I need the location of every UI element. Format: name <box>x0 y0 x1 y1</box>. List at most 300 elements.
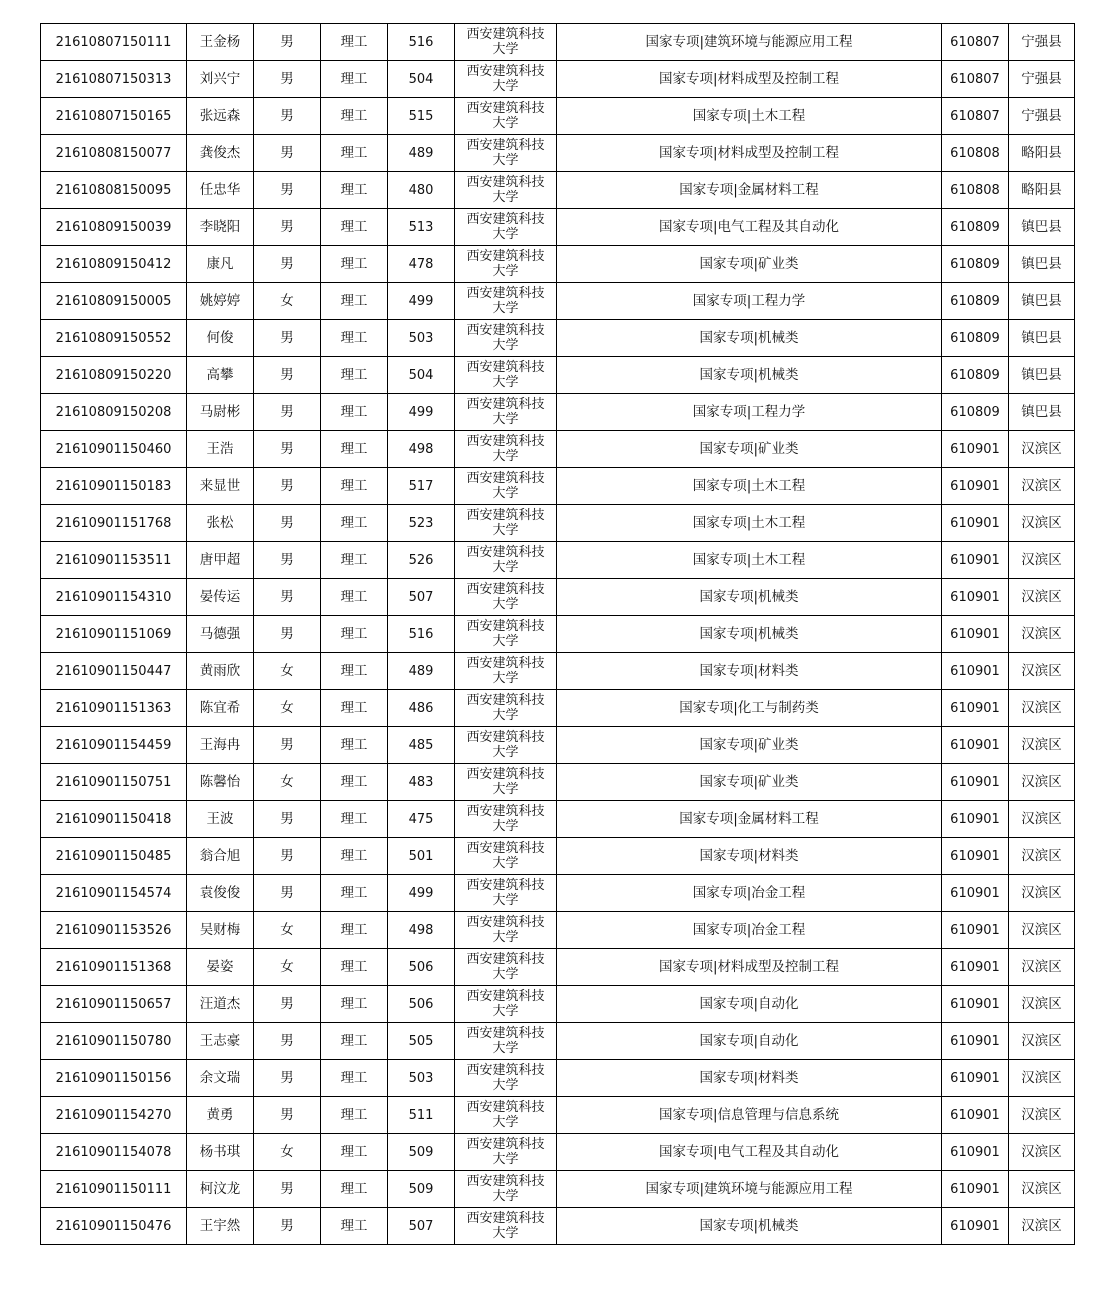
name-cell: 王浩 <box>187 431 254 468</box>
university-line-2: 大学 <box>492 449 519 464</box>
gender-cell: 男 <box>254 579 321 616</box>
name-cell: 康凡 <box>187 246 254 283</box>
gender-cell: 男 <box>254 24 321 61</box>
university-line-1: 西安建筑科技 <box>466 27 545 42</box>
score-cell: 517 <box>388 468 455 505</box>
table-row <box>41 1023 1075 1060</box>
name-cell: 来显世 <box>187 468 254 505</box>
university-line-2: 大学 <box>492 264 519 279</box>
major-cell: 国家专项|矿业类 <box>557 431 942 468</box>
region-name-cell: 汉滨区 <box>1009 727 1075 764</box>
major-cell: 国家专项|材料类 <box>557 653 942 690</box>
university-line-1: 西安建筑科技 <box>466 730 545 745</box>
university-line-2: 大学 <box>492 523 519 538</box>
category-cell: 理工 <box>321 283 388 320</box>
region-name-cell: 镇巴县 <box>1009 209 1075 246</box>
major-cell: 国家专项|材料成型及控制工程 <box>557 135 942 172</box>
university-cell <box>455 616 557 653</box>
major-cell: 国家专项|土木工程 <box>557 468 942 505</box>
table-row <box>41 764 1075 801</box>
university-cell <box>455 24 557 61</box>
region-code-cell: 610901 <box>942 838 1009 875</box>
major-cell: 国家专项|金属材料工程 <box>557 172 942 209</box>
region-name-cell: 汉滨区 <box>1009 1171 1075 1208</box>
region-code-cell: 610808 <box>942 172 1009 209</box>
university-line-2: 大学 <box>492 930 519 945</box>
university-line-1: 西安建筑科技 <box>466 989 545 1004</box>
university-line-1: 西安建筑科技 <box>466 841 545 856</box>
name-cell: 王金杨 <box>187 24 254 61</box>
region-name-cell: 汉滨区 <box>1009 653 1075 690</box>
category-cell: 理工 <box>321 505 388 542</box>
score-cell: 483 <box>388 764 455 801</box>
candidate-id-cell: 21610901150476 <box>41 1208 187 1245</box>
university-line-2: 大学 <box>492 116 519 131</box>
region-code-cell: 610901 <box>942 1171 1009 1208</box>
university-cell <box>455 949 557 986</box>
name-cell: 陈宜希 <box>187 690 254 727</box>
university-line-1: 西安建筑科技 <box>466 471 545 486</box>
name-cell: 王志豪 <box>187 1023 254 1060</box>
university-line-2: 大学 <box>492 893 519 908</box>
region-code-cell: 610807 <box>942 61 1009 98</box>
major-cell: 国家专项|化工与制药类 <box>557 690 942 727</box>
major-cell: 国家专项|建筑环境与能源应用工程 <box>557 24 942 61</box>
major-cell: 国家专项|自动化 <box>557 1023 942 1060</box>
score-cell: 475 <box>388 801 455 838</box>
category-cell: 理工 <box>321 838 388 875</box>
region-name-cell: 略阳县 <box>1009 172 1075 209</box>
candidate-id-cell: 21610808150077 <box>41 135 187 172</box>
score-cell: 504 <box>388 61 455 98</box>
university-cell <box>455 468 557 505</box>
score-cell: 480 <box>388 172 455 209</box>
score-cell: 499 <box>388 875 455 912</box>
name-cell: 马德强 <box>187 616 254 653</box>
major-cell: 国家专项|材料类 <box>557 838 942 875</box>
region-name-cell: 汉滨区 <box>1009 1134 1075 1171</box>
university-cell <box>455 1023 557 1060</box>
region-name-cell: 汉滨区 <box>1009 764 1075 801</box>
candidate-id-cell: 21610901154310 <box>41 579 187 616</box>
university-line-2: 大学 <box>492 1115 519 1130</box>
university-line-2: 大学 <box>492 1041 519 1056</box>
university-line-2: 大学 <box>492 634 519 649</box>
major-cell: 国家专项|土木工程 <box>557 505 942 542</box>
candidate-id-cell: 21610901150183 <box>41 468 187 505</box>
score-cell: 498 <box>388 912 455 949</box>
university-line-2: 大学 <box>492 597 519 612</box>
gender-cell: 男 <box>254 135 321 172</box>
region-code-cell: 610901 <box>942 727 1009 764</box>
university-line-1: 西安建筑科技 <box>466 693 545 708</box>
score-cell: 516 <box>388 616 455 653</box>
candidate-id-cell: 21610808150095 <box>41 172 187 209</box>
region-code-cell: 610809 <box>942 283 1009 320</box>
name-cell: 汪道杰 <box>187 986 254 1023</box>
candidate-id-cell: 21610901150460 <box>41 431 187 468</box>
university-cell <box>455 320 557 357</box>
category-cell: 理工 <box>321 875 388 912</box>
candidate-id-cell: 21610809150039 <box>41 209 187 246</box>
university-line-1: 西安建筑科技 <box>466 249 545 264</box>
table-row <box>41 912 1075 949</box>
major-cell: 国家专项|材料成型及控制工程 <box>557 949 942 986</box>
table-row <box>41 690 1075 727</box>
university-line-1: 西安建筑科技 <box>466 323 545 338</box>
university-line-1: 西安建筑科技 <box>466 101 545 116</box>
region-code-cell: 610901 <box>942 579 1009 616</box>
major-cell: 国家专项|工程力学 <box>557 394 942 431</box>
category-cell: 理工 <box>321 1171 388 1208</box>
category-cell: 理工 <box>321 542 388 579</box>
region-name-cell: 汉滨区 <box>1009 1097 1075 1134</box>
name-cell: 晏姿 <box>187 949 254 986</box>
university-line-1: 西安建筑科技 <box>466 1026 545 1041</box>
table-row <box>41 172 1075 209</box>
name-cell: 吴财梅 <box>187 912 254 949</box>
category-cell: 理工 <box>321 357 388 394</box>
region-name-cell: 汉滨区 <box>1009 1208 1075 1245</box>
gender-cell: 男 <box>254 1060 321 1097</box>
major-cell: 国家专项|金属材料工程 <box>557 801 942 838</box>
university-cell <box>455 357 557 394</box>
region-code-cell: 610901 <box>942 801 1009 838</box>
name-cell: 龚俊杰 <box>187 135 254 172</box>
gender-cell: 男 <box>254 616 321 653</box>
region-name-cell: 镇巴县 <box>1009 246 1075 283</box>
university-line-2: 大学 <box>492 153 519 168</box>
university-line-2: 大学 <box>492 486 519 501</box>
major-cell: 国家专项|机械类 <box>557 320 942 357</box>
candidate-id-cell: 21610809150552 <box>41 320 187 357</box>
table-row <box>41 801 1075 838</box>
name-cell: 袁俊俊 <box>187 875 254 912</box>
candidate-id-cell: 21610901150418 <box>41 801 187 838</box>
region-code-cell: 610901 <box>942 468 1009 505</box>
candidate-id-cell: 21610901154270 <box>41 1097 187 1134</box>
name-cell: 任忠华 <box>187 172 254 209</box>
candidate-id-cell: 21610901153526 <box>41 912 187 949</box>
gender-cell: 男 <box>254 98 321 135</box>
university-cell <box>455 542 557 579</box>
score-cell: 515 <box>388 98 455 135</box>
score-cell: 503 <box>388 1060 455 1097</box>
university-cell <box>455 394 557 431</box>
candidate-id-cell: 21610901153511 <box>41 542 187 579</box>
table-row <box>41 394 1075 431</box>
region-code-cell: 610901 <box>942 653 1009 690</box>
region-name-cell: 略阳县 <box>1009 135 1075 172</box>
name-cell: 王波 <box>187 801 254 838</box>
region-code-cell: 610809 <box>942 246 1009 283</box>
university-cell <box>455 912 557 949</box>
score-cell: 489 <box>388 653 455 690</box>
gender-cell: 男 <box>254 986 321 1023</box>
university-line-1: 西安建筑科技 <box>466 212 545 227</box>
candidate-id-cell: 21610901151069 <box>41 616 187 653</box>
category-cell: 理工 <box>321 468 388 505</box>
region-name-cell: 汉滨区 <box>1009 801 1075 838</box>
category-cell: 理工 <box>321 135 388 172</box>
candidate-id-cell: 21610901150751 <box>41 764 187 801</box>
category-cell: 理工 <box>321 1208 388 1245</box>
region-name-cell: 镇巴县 <box>1009 357 1075 394</box>
table-row <box>41 357 1075 394</box>
category-cell: 理工 <box>321 579 388 616</box>
score-cell: 478 <box>388 246 455 283</box>
table-row <box>41 431 1075 468</box>
university-line-2: 大学 <box>492 708 519 723</box>
gender-cell: 女 <box>254 912 321 949</box>
gender-cell: 男 <box>254 801 321 838</box>
name-cell: 黄勇 <box>187 1097 254 1134</box>
university-cell <box>455 875 557 912</box>
university-line-2: 大学 <box>492 227 519 242</box>
region-name-cell: 宁强县 <box>1009 98 1075 135</box>
score-cell: 511 <box>388 1097 455 1134</box>
candidate-id-cell: 21610809150208 <box>41 394 187 431</box>
gender-cell: 女 <box>254 690 321 727</box>
region-code-cell: 610807 <box>942 98 1009 135</box>
category-cell: 理工 <box>321 394 388 431</box>
name-cell: 翁合旭 <box>187 838 254 875</box>
score-cell: 499 <box>388 394 455 431</box>
university-cell <box>455 986 557 1023</box>
university-line-2: 大学 <box>492 819 519 834</box>
region-code-cell: 610901 <box>942 1134 1009 1171</box>
candidate-id-cell: 21610901154078 <box>41 1134 187 1171</box>
category-cell: 理工 <box>321 246 388 283</box>
major-cell: 国家专项|矿业类 <box>557 727 942 764</box>
name-cell: 马尉彬 <box>187 394 254 431</box>
name-cell: 王宇然 <box>187 1208 254 1245</box>
name-cell: 何俊 <box>187 320 254 357</box>
major-cell: 国家专项|电气工程及其自动化 <box>557 209 942 246</box>
score-cell: 485 <box>388 727 455 764</box>
category-cell: 理工 <box>321 1097 388 1134</box>
score-cell: 507 <box>388 579 455 616</box>
region-code-cell: 610809 <box>942 209 1009 246</box>
major-cell: 国家专项|信息管理与信息系统 <box>557 1097 942 1134</box>
gender-cell: 男 <box>254 209 321 246</box>
table-row <box>41 875 1075 912</box>
region-code-cell: 610808 <box>942 135 1009 172</box>
score-cell: 526 <box>388 542 455 579</box>
university-line-1: 西安建筑科技 <box>466 1100 545 1115</box>
region-name-cell: 汉滨区 <box>1009 468 1075 505</box>
category-cell: 理工 <box>321 727 388 764</box>
region-code-cell: 610901 <box>942 690 1009 727</box>
university-line-1: 西安建筑科技 <box>466 397 545 412</box>
table-row <box>41 986 1075 1023</box>
category-cell: 理工 <box>321 949 388 986</box>
university-line-1: 西安建筑科技 <box>466 175 545 190</box>
major-cell: 国家专项|工程力学 <box>557 283 942 320</box>
table-row <box>41 727 1075 764</box>
candidate-id-cell: 21610901151768 <box>41 505 187 542</box>
candidate-id-cell: 21610901154459 <box>41 727 187 764</box>
candidate-id-cell: 21610901151363 <box>41 690 187 727</box>
table-row <box>41 1208 1075 1245</box>
score-cell: 506 <box>388 986 455 1023</box>
region-code-cell: 610809 <box>942 357 1009 394</box>
category-cell: 理工 <box>321 801 388 838</box>
name-cell: 唐甲超 <box>187 542 254 579</box>
candidate-id-cell: 21610901150485 <box>41 838 187 875</box>
candidate-id-cell: 21610901150447 <box>41 653 187 690</box>
major-cell: 国家专项|材料成型及控制工程 <box>557 61 942 98</box>
score-cell: 507 <box>388 1208 455 1245</box>
region-name-cell: 汉滨区 <box>1009 690 1075 727</box>
table-row <box>41 468 1075 505</box>
university-line-1: 西安建筑科技 <box>466 952 545 967</box>
university-line-1: 西安建筑科技 <box>466 582 545 597</box>
university-line-1: 西安建筑科技 <box>466 64 545 79</box>
score-cell: 503 <box>388 320 455 357</box>
university-line-2: 大学 <box>492 412 519 427</box>
gender-cell: 男 <box>254 1023 321 1060</box>
candidate-id-cell: 21610901150111 <box>41 1171 187 1208</box>
university-line-1: 西安建筑科技 <box>466 434 545 449</box>
university-cell <box>455 801 557 838</box>
region-code-cell: 610901 <box>942 431 1009 468</box>
region-code-cell: 610807 <box>942 24 1009 61</box>
university-line-2: 大学 <box>492 671 519 686</box>
university-line-2: 大学 <box>492 967 519 982</box>
table-row <box>41 653 1075 690</box>
category-cell: 理工 <box>321 986 388 1023</box>
gender-cell: 女 <box>254 949 321 986</box>
name-cell: 李晓阳 <box>187 209 254 246</box>
table-row <box>41 209 1075 246</box>
region-name-cell: 汉滨区 <box>1009 912 1075 949</box>
major-cell: 国家专项|材料类 <box>557 1060 942 1097</box>
gender-cell: 男 <box>254 246 321 283</box>
candidate-id-cell: 21610901154574 <box>41 875 187 912</box>
table-row <box>41 505 1075 542</box>
candidate-id-cell: 21610901150657 <box>41 986 187 1023</box>
university-cell <box>455 838 557 875</box>
region-code-cell: 610901 <box>942 505 1009 542</box>
region-code-cell: 610901 <box>942 616 1009 653</box>
region-name-cell: 宁强县 <box>1009 24 1075 61</box>
university-line-1: 西安建筑科技 <box>466 1063 545 1078</box>
name-cell: 高攀 <box>187 357 254 394</box>
university-line-1: 西安建筑科技 <box>466 804 545 819</box>
gender-cell: 男 <box>254 1208 321 1245</box>
gender-cell: 男 <box>254 468 321 505</box>
major-cell: 国家专项|机械类 <box>557 357 942 394</box>
category-cell: 理工 <box>321 912 388 949</box>
candidate-id-cell: 21610807150111 <box>41 24 187 61</box>
category-cell: 理工 <box>321 1134 388 1171</box>
gender-cell: 男 <box>254 394 321 431</box>
candidate-id-cell: 21610807150165 <box>41 98 187 135</box>
university-cell <box>455 246 557 283</box>
university-cell <box>455 1060 557 1097</box>
region-name-cell: 汉滨区 <box>1009 505 1075 542</box>
table-row <box>41 98 1075 135</box>
university-line-1: 西安建筑科技 <box>466 1174 545 1189</box>
region-name-cell: 汉滨区 <box>1009 1060 1075 1097</box>
table-row <box>41 1134 1075 1171</box>
table-body <box>41 24 1075 1245</box>
gender-cell: 女 <box>254 653 321 690</box>
table-row <box>41 320 1075 357</box>
university-cell <box>455 209 557 246</box>
name-cell: 陈馨怡 <box>187 764 254 801</box>
candidate-id-cell: 21610807150313 <box>41 61 187 98</box>
region-code-cell: 610809 <box>942 394 1009 431</box>
region-name-cell: 汉滨区 <box>1009 579 1075 616</box>
category-cell: 理工 <box>321 320 388 357</box>
university-line-2: 大学 <box>492 560 519 575</box>
score-cell: 499 <box>388 283 455 320</box>
university-cell <box>455 764 557 801</box>
major-cell: 国家专项|冶金工程 <box>557 912 942 949</box>
score-cell: 504 <box>388 357 455 394</box>
category-cell: 理工 <box>321 98 388 135</box>
region-code-cell: 610901 <box>942 949 1009 986</box>
major-cell: 国家专项|矿业类 <box>557 246 942 283</box>
university-line-1: 西安建筑科技 <box>466 1211 545 1226</box>
name-cell: 杨书琪 <box>187 1134 254 1171</box>
score-cell: 506 <box>388 949 455 986</box>
table-row <box>41 283 1075 320</box>
table-row <box>41 579 1075 616</box>
score-cell: 489 <box>388 135 455 172</box>
score-cell: 509 <box>388 1171 455 1208</box>
table-row <box>41 838 1075 875</box>
university-line-2: 大学 <box>492 1226 519 1241</box>
candidate-id-cell: 21610901151368 <box>41 949 187 986</box>
university-line-1: 西安建筑科技 <box>466 878 545 893</box>
gender-cell: 男 <box>254 61 321 98</box>
major-cell: 国家专项|土木工程 <box>557 542 942 579</box>
region-name-cell: 汉滨区 <box>1009 875 1075 912</box>
university-line-2: 大学 <box>492 190 519 205</box>
region-code-cell: 610901 <box>942 1208 1009 1245</box>
table-row <box>41 1060 1075 1097</box>
university-cell <box>455 135 557 172</box>
major-cell: 国家专项|冶金工程 <box>557 875 942 912</box>
category-cell: 理工 <box>321 1060 388 1097</box>
candidate-id-cell: 21610809150005 <box>41 283 187 320</box>
name-cell: 张远森 <box>187 98 254 135</box>
region-code-cell: 610901 <box>942 912 1009 949</box>
major-cell: 国家专项|机械类 <box>557 1208 942 1245</box>
admission-table <box>40 23 1075 1245</box>
gender-cell: 男 <box>254 1097 321 1134</box>
gender-cell: 女 <box>254 1134 321 1171</box>
region-code-cell: 610901 <box>942 1097 1009 1134</box>
university-cell <box>455 172 557 209</box>
university-line-1: 西安建筑科技 <box>466 656 545 671</box>
region-name-cell: 汉滨区 <box>1009 838 1075 875</box>
table-row <box>41 542 1075 579</box>
university-line-2: 大学 <box>492 42 519 57</box>
name-cell: 晏传运 <box>187 579 254 616</box>
gender-cell: 男 <box>254 357 321 394</box>
region-name-cell: 汉滨区 <box>1009 986 1075 1023</box>
region-name-cell: 汉滨区 <box>1009 949 1075 986</box>
region-name-cell: 汉滨区 <box>1009 431 1075 468</box>
category-cell: 理工 <box>321 172 388 209</box>
gender-cell: 男 <box>254 727 321 764</box>
university-cell <box>455 653 557 690</box>
major-cell: 国家专项|建筑环境与能源应用工程 <box>557 1171 942 1208</box>
